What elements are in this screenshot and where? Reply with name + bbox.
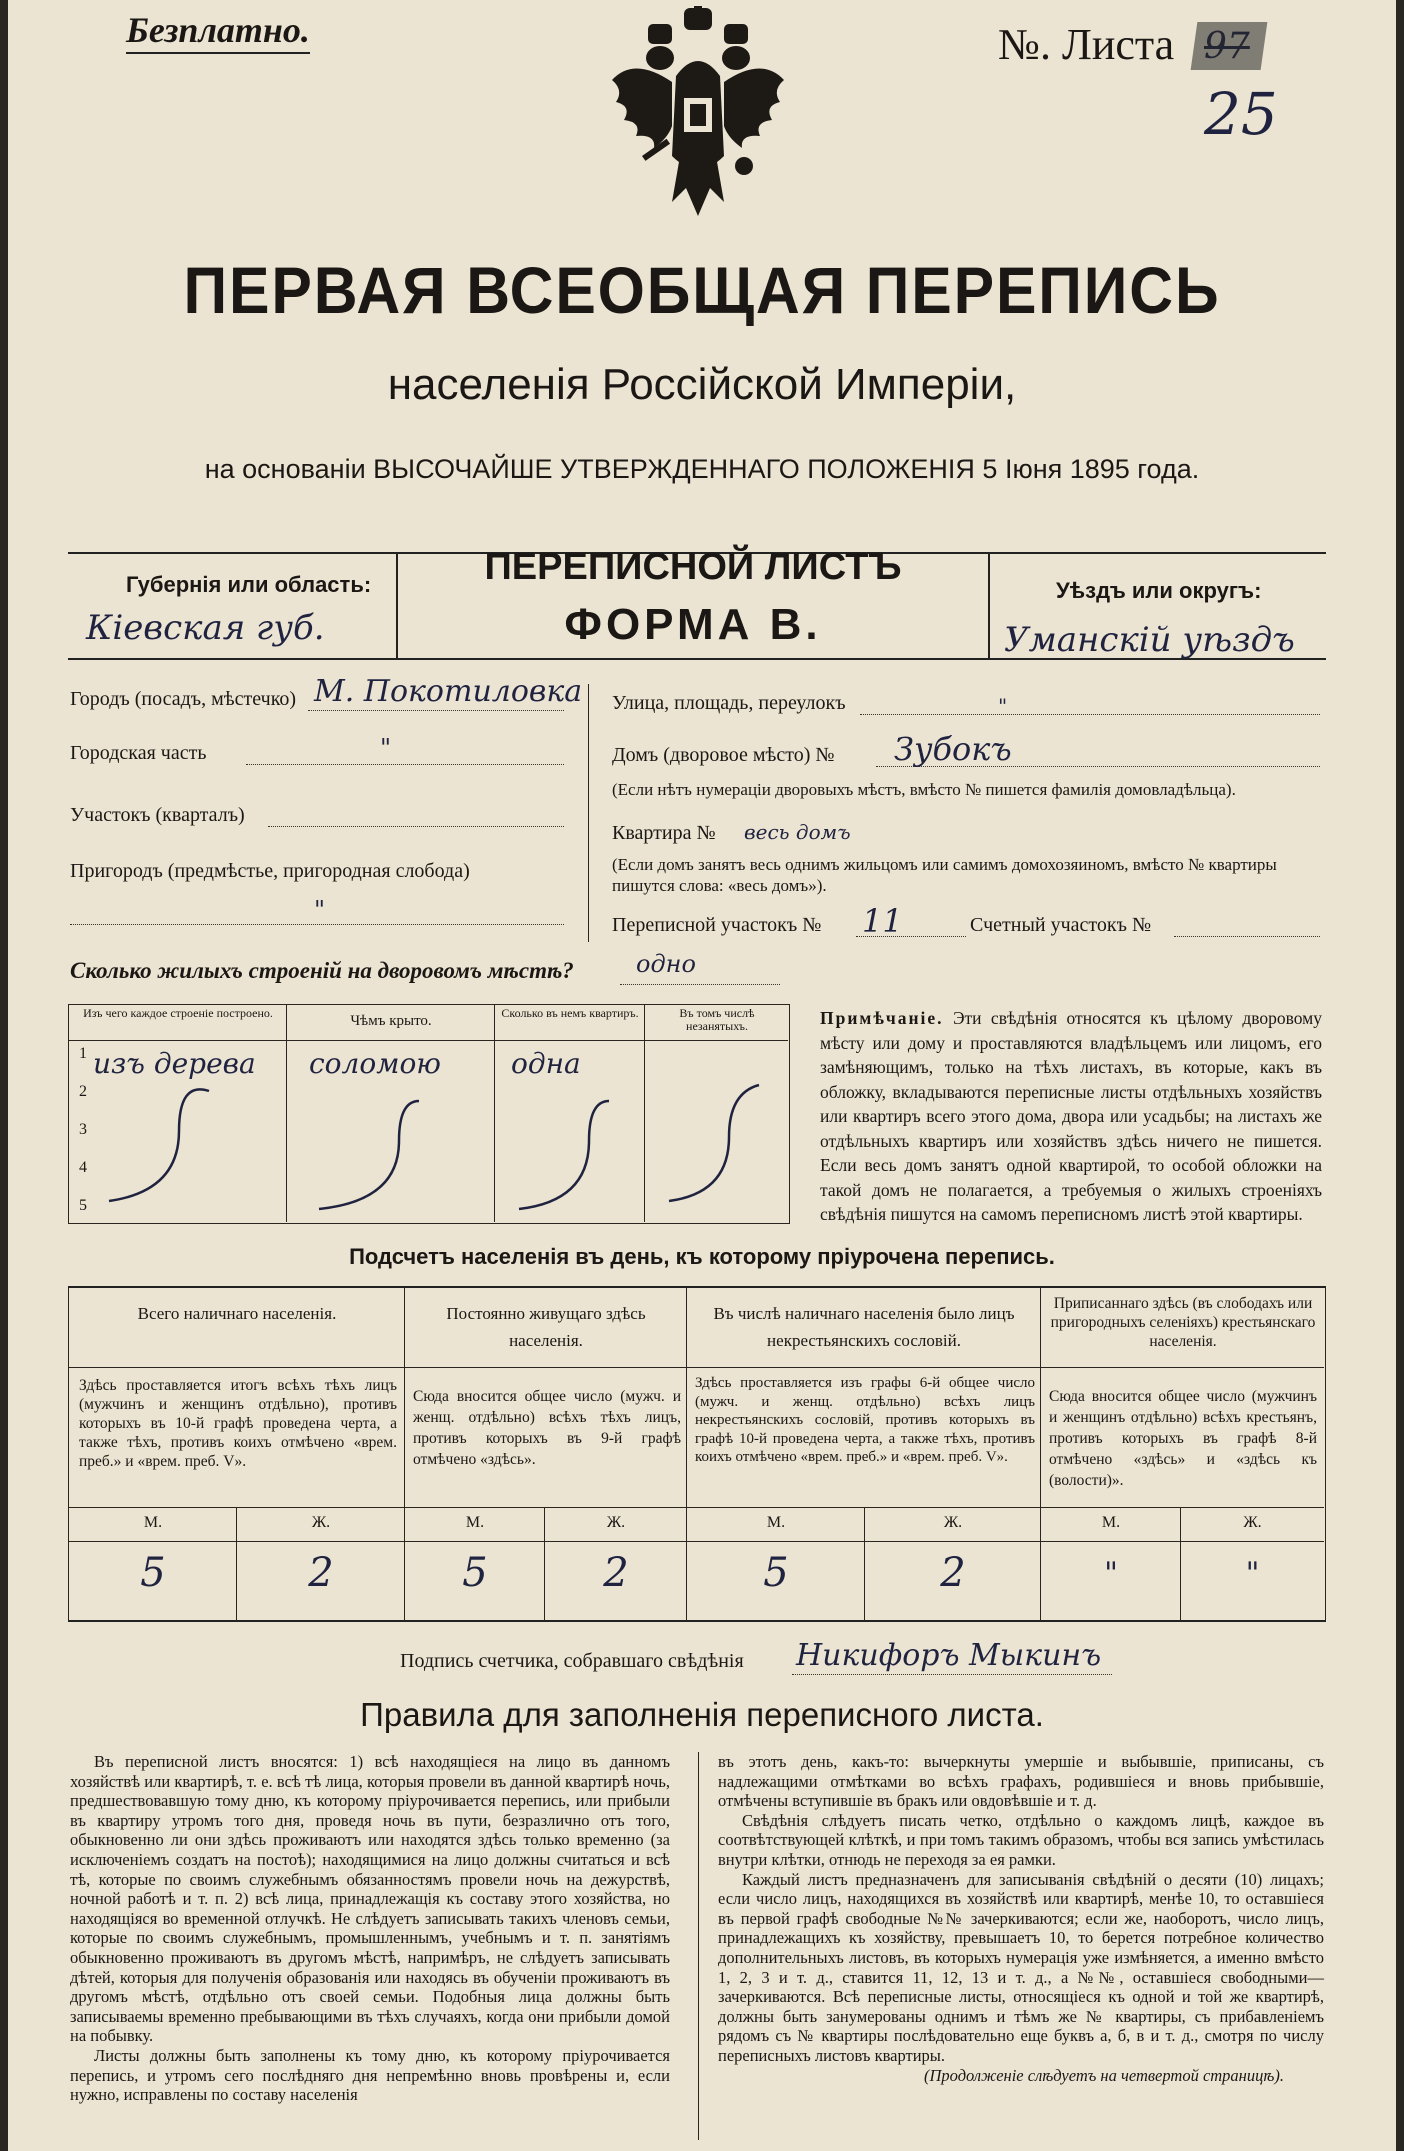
suburb-line xyxy=(70,924,564,925)
rules-paragraph: въ этотъ день, какъ-то: вычеркнуты умершіе и выбывшіе, приписаны, съ надлежащими отмѣтками во всѣхъ графахъ, родившіеся и вновь прибывшіе, отмѣчены вступившіе въ бракъ или овдовѣвшіе и т. д. xyxy=(718,1752,1324,1811)
buildings-row-number: 3 xyxy=(79,1121,87,1138)
census-subtitle: населенія Россійской Имперіи, xyxy=(387,360,1017,409)
house-value[interactable]: Зубокъ xyxy=(894,730,1012,768)
rules-continued: (Продолженіе слѣдуетъ на четвертой страницѣ). xyxy=(924,2065,1284,2085)
pop-total-m[interactable]: 5 xyxy=(140,1550,166,1596)
city-part-line xyxy=(246,764,564,765)
buildings-row-number: 4 xyxy=(79,1159,87,1176)
apartment-value[interactable]: весь домъ xyxy=(744,820,851,844)
pop-col-title: Постоянно живущаго здѣсь населенія. xyxy=(446,1304,646,1350)
rules-paragraph: Въ переписной листъ вносятся: 1) всѣ находящіеся на лицо въ данномъ хозяйствѣ или квартирѣ, т. е. всѣ тѣ лица, которыя провели въ данной квартирѣ ночь, предшествовавшую тому дню, къ которому пріурочивается перепись, или прибыли въ квартиру утромъ того дня, проведя ночь въ пути, безразлично отъ того, обыкновенно ли они здѣсь проживаютъ или находятся здѣсь только временно (за исключеніемъ создатъ на постоѣ); находящимися на лицо должны считаться и всѣ тѣ, которые по своимъ служебнымъ обязанностямъ провели ночь на дежурствѣ, ночной работѣ и т. п. 2) всѣ лица, принадлежащія къ составу этого хозяйства, но находящіяся во временной отлучкѣ. Не слѣдуетъ записывать такихъ членовъ семьи, которые по своимъ служебнымъ, промышленнымъ, учебнымъ и т. п. занятіямъ обыкновенно проживаютъ въ другомъ мѣстѣ, напримѣръ, не слѣдуетъ записывать дѣтей, которыя для полученія образованія или находясь въ обученіи проживаютъ въ другомъ мѣстѣ, отдѣльно отъ своей семьи. Подобныя лица должны быть записываемы временно пребывающими въ тѣхъ случаяхъ, когда они прибыли домой на побывку. xyxy=(70,1752,670,2046)
buildings-row-number: 2 xyxy=(79,1083,87,1100)
buildings-answer-line xyxy=(620,984,780,985)
pop-m-label: М. xyxy=(766,1514,786,1531)
apartment-label: Квартира № xyxy=(612,822,716,844)
form-name: ПЕРЕПИСНОЙ ЛИСТЪ xyxy=(484,546,902,588)
pop-col-desc: Здѣсь проставляется итогъ всѣхъ тѣхъ лицъ (мужчинъ и женщинъ отдѣльно), противъ которыхъ въ 10-й графѣ проведена черта, а также тѣхъ, противъ коихъ отмѣчено «врем. преб.» и «врем. преб. V». xyxy=(79,1377,397,1470)
buildings-question: Сколько жилыхъ строеній на дворовомъ мѣстѣ? xyxy=(70,958,574,983)
apartment-note: (Если домъ занятъ весь однимъ жильцомъ или самимъ домохозяиномъ, вмѣсто № квартиры пишутся слова: «весь домъ»). xyxy=(612,855,1277,895)
pop-nonpeasant-m[interactable]: 5 xyxy=(763,1550,789,1596)
pop-col-desc: Сюда вносится общее число (мужч. и женщ. отдѣльно) всѣхъ тѣхъ лицъ, противъ которыхъ въ 9-й графѣ отмѣчено «здѣсь». xyxy=(413,1388,681,1468)
rules-paragraph: Каждый листъ предназначенъ для записыванія свѣдѣній о десяти (10) лицахъ; если число лицъ, находящихся въ хозяйствѣ или квартирѣ, менѣе 10, то оставшіеся въ первой графѣ свободные №№ зачеркиваются; если же, наоборотъ, число лицъ, принадлежащихъ къ хозяйству, превышаетъ 10, то берется потребное количество дополнительныхъ листовъ, въ которыхъ нумерація уже измѣняется, а именно вмѣсто 1, 2, 3 и т. д., ставится 11, 12, 13 и т. д., а №№, оставшіеся свободными—зачеркиваются. Всѣ переписные листы, относящіеся къ одной и той же квартирѣ, должны быть занумерованы однимъ и тѣмъ же № квартиры, съ прибавленіемъ рядомъ съ № квартиры послѣдовательно еще буквъ а, б, в и т. д., смотря по числу переписныхъ листовъ квартиры. xyxy=(718,1869,1324,2065)
census-area-value[interactable]: 11 xyxy=(862,902,903,940)
form-type: ФОРМА В. xyxy=(564,600,822,649)
pop-col-title: Въ числѣ наличнаго населенія было лицъ некрестьянскихъ сословій. xyxy=(713,1304,1015,1350)
city-value[interactable]: М. Покотиловка xyxy=(314,674,583,709)
pop-f-label: Ж. xyxy=(943,1514,963,1531)
suburb-label: Пригородъ (предмѣстье, пригородная слобода) xyxy=(70,860,470,882)
note-text: Эти свѣдѣнія относятся къ цѣлому дворовому мѣсту или дому и проставляются владѣльцемъ или лицомъ, его замѣняющимъ, только на тѣхъ листахъ, въ которые, какъ въ обложку, вкладываются переписные листы отдѣльныхъ хозяйствъ или квартиръ всего этого дома, двора или усадьбы; на листахъ же отдѣльныхъ квартиръ или хозяйствъ здѣсь ничего не пишется. Если весь домъ занятъ одной квартирой, то особой обложки на такой домъ не полагается, а требуемыя о жилыхъ строеніяхъ свѣдѣнія пишутся на самомъ переписномъ листѣ этой квартиры. xyxy=(820,1008,1323,1224)
pop-m-label: М. xyxy=(143,1514,163,1531)
buildings-col-apartments: Сколько въ немъ квартиръ. xyxy=(501,1006,639,1020)
pop-m-label: М. xyxy=(465,1514,485,1531)
uezd-label: Уѣздъ или округъ: xyxy=(1056,578,1262,603)
census-title: ПЕРВАЯ ВСЕОБЩАЯ ПЕРЕПИСЬ xyxy=(183,253,1221,327)
buildings-row-number: 1 xyxy=(79,1045,87,1062)
city-part-value[interactable]: " xyxy=(380,734,392,762)
sheet-number-label: №. Листа xyxy=(998,20,1175,69)
pop-permanent-m[interactable]: 5 xyxy=(462,1550,488,1596)
census-area-line xyxy=(856,936,966,937)
double-headed-eagle-icon xyxy=(606,6,790,226)
population-heading: Подсчетъ населенія въ день, къ которому пріурочена перепись. xyxy=(349,1244,1055,1269)
street-line xyxy=(860,714,1320,715)
census-sheet xyxy=(8,0,1396,2151)
suburb-value[interactable]: " xyxy=(314,896,326,924)
rules-paragraph: Свѣдѣнія слѣдуетъ писать четко, отдѣльно о каждомъ лицѣ, каждое въ соотвѣтствующей клѣткѣ, и при томъ такимъ образомъ, чтобы вся запись умѣстилась внутри клѣтки, отнюдь не переходя за ея рамки. xyxy=(718,1810,1324,1869)
rules-heading: Правила для заполненія переписного листа. xyxy=(360,1696,1044,1733)
pop-nonpeasant-f[interactable]: 2 xyxy=(940,1550,966,1596)
buildings-col-material: Изъ чего каждое строеніе построено. xyxy=(83,1006,273,1020)
census-area-label: Переписной участокъ № xyxy=(612,914,822,936)
pop-col-desc: Здѣсь проставляется изъ графы 6-й общее число (мужч. и женщ. отдѣльно) всѣхъ лицъ некрестьянскихъ сословій, противъ которыхъ въ графѣ 10-й проведена черта, а также тѣхъ, противъ коихъ отмѣчено «врем. преб.» и «врем. преб. V». xyxy=(695,1375,1035,1465)
sheet-number-handwritten: 25 xyxy=(1204,80,1278,148)
population-table xyxy=(68,1286,1326,1622)
district-line xyxy=(268,826,564,827)
pop-col-title: Приписаннаго здѣсь (въ слободахъ или пригородныхъ селеніяхъ) крестьянскаго населенія. xyxy=(1050,1295,1316,1350)
note-heading: Примѣчаніе. xyxy=(820,1008,944,1028)
ditto-strokes xyxy=(69,1041,788,1221)
gubernia-label: Губернія или область: xyxy=(126,572,372,597)
pop-peasant-m[interactable]: " xyxy=(1104,1556,1118,1591)
house-note: (Если нѣтъ нумераціи дворовыхъ мѣстъ, вмѣсто № пишется фамилія домовладѣльца). xyxy=(612,780,1236,799)
buildings-roof-value[interactable]: соломою xyxy=(309,1047,441,1080)
buildings-answer[interactable]: одно xyxy=(636,950,696,978)
gubernia-value[interactable]: Кіевская губ. xyxy=(86,608,325,648)
city-label: Городъ (посадъ, мѣстечко) xyxy=(70,688,297,710)
pop-f-label: Ж. xyxy=(1243,1514,1262,1531)
pop-col-title: Всего наличнаго населенія. xyxy=(137,1304,337,1323)
buildings-row-number: 5 xyxy=(79,1197,87,1214)
count-area-line xyxy=(1174,936,1320,937)
district-label: Участокъ (кварталъ) xyxy=(70,804,245,826)
pop-permanent-f[interactable]: 2 xyxy=(603,1550,629,1596)
pop-total-f[interactable]: 2 xyxy=(308,1550,334,1596)
census-basis: на основаніи ВЫСОЧАЙШЕ УТВЕРЖДЕННАГО ПОЛОЖЕНІЯ 5 Іюня 1895 года. xyxy=(204,454,1200,484)
pop-col-desc: Сюда вносится общее число (мужчинъ и женщинъ отдѣльно) всѣхъ крестьянъ, противъ которыхъ въ графѣ 8-й отмѣчено «здѣсь» и «здѣсь къ (волости)». xyxy=(1049,1388,1317,1489)
city-part-label: Городская часть xyxy=(70,742,207,764)
buildings-col-vacant: Въ томъ числѣ незанятыхъ. xyxy=(679,1006,755,1033)
pop-f-label: Ж. xyxy=(606,1514,626,1531)
address-divider xyxy=(588,684,589,942)
city-line xyxy=(308,710,564,711)
street-value[interactable]: " xyxy=(998,694,1008,718)
signature-value[interactable]: Никифоръ Мыкинъ xyxy=(796,1638,1102,1673)
signature-label: Подпись счетчика, собравшаго свѣдѣнія xyxy=(400,1650,744,1672)
note-block xyxy=(820,1006,1322,1227)
rules-paragraph: Листы должны быть заполнены къ тому дню, къ которому пріурочивается перепись, и утромъ сего послѣдняго дня непремѣнно вновь провѣрены и, если нужно, исправлены по составу населенія xyxy=(70,2045,670,2105)
pop-f-label: Ж. xyxy=(311,1514,331,1531)
rules-left-column xyxy=(70,1752,670,2105)
count-area-label: Счетный участокъ № xyxy=(970,914,1152,936)
buildings-material-value[interactable]: изъ дерева xyxy=(93,1047,256,1080)
free-label: Безплатно. xyxy=(126,8,310,54)
uezd-value[interactable]: Уманскій уѣздъ xyxy=(1004,620,1295,660)
strike-scribble xyxy=(1191,22,1268,70)
pop-m-label: М. xyxy=(1101,1514,1121,1531)
buildings-apartments-value[interactable]: одна xyxy=(511,1047,581,1080)
rules-right-column xyxy=(718,1752,1324,2085)
street-label: Улица, площадь, переулокъ xyxy=(612,692,846,714)
rules-divider xyxy=(698,1752,699,2140)
signature-line xyxy=(792,1674,1112,1675)
pop-peasant-f[interactable]: " xyxy=(1245,1556,1260,1591)
buildings-col-roof: Чѣмъ крыто. xyxy=(350,1013,432,1029)
buildings-table xyxy=(68,1004,790,1224)
house-label: Домъ (дворовое мѣсто) № xyxy=(612,744,835,766)
